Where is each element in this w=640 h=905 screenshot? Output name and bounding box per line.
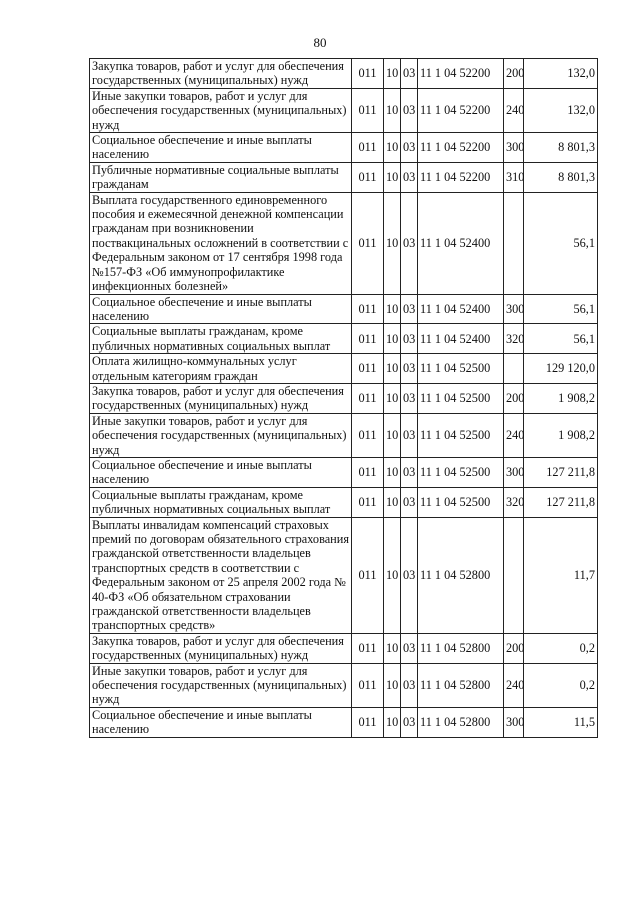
row-expense-type: 300 <box>504 707 524 737</box>
row-amount: 56,1 <box>524 192 598 294</box>
table-row <box>90 294 598 324</box>
budget-table-body <box>90 59 598 738</box>
row-amount: 132,0 <box>524 59 598 89</box>
table-row <box>90 707 598 737</box>
row-amount: 8 801,3 <box>524 162 598 192</box>
table-row <box>90 383 598 413</box>
row-grbs-code: 011 <box>352 192 384 294</box>
row-name: Иные закупки товаров, работ и услуг для обеспечения государственных (муниципальных) нужд <box>90 663 352 707</box>
row-grbs-code: 011 <box>352 294 384 324</box>
row-expense-type: 320 <box>504 487 524 517</box>
row-grbs-code: 011 <box>352 88 384 132</box>
row-target-article: 11 1 04 52400 <box>418 192 504 294</box>
table-row <box>90 354 598 384</box>
row-section-code: 10 <box>384 663 401 707</box>
row-section-code: 10 <box>384 633 401 663</box>
table-row <box>90 133 598 163</box>
row-grbs-code: 011 <box>352 413 384 457</box>
row-expense-type: 300 <box>504 457 524 487</box>
row-subsection-code: 03 <box>401 294 418 324</box>
row-subsection-code: 03 <box>401 517 418 633</box>
row-target-article: 11 1 04 52200 <box>418 88 504 132</box>
row-subsection-code: 03 <box>401 354 418 384</box>
table-row <box>90 487 598 517</box>
row-subsection-code: 03 <box>401 162 418 192</box>
row-expense-type <box>504 192 524 294</box>
row-amount: 1 908,2 <box>524 383 598 413</box>
row-subsection-code: 03 <box>401 663 418 707</box>
row-expense-type: 320 <box>504 324 524 354</box>
row-target-article: 11 1 04 52200 <box>418 133 504 163</box>
table-row <box>90 162 598 192</box>
row-expense-type <box>504 354 524 384</box>
row-expense-type <box>504 517 524 633</box>
table-row <box>90 457 598 487</box>
row-expense-type: 200 <box>504 383 524 413</box>
row-name: Социальное обеспечение и иные выплаты населению <box>90 707 352 737</box>
row-name: Закупка товаров, работ и услуг для обеспечения государственных (муниципальных) нужд <box>90 59 352 89</box>
row-grbs-code: 011 <box>352 457 384 487</box>
row-grbs-code: 011 <box>352 517 384 633</box>
row-name: Оплата жилищно-коммунальных услуг отдельным категориям граждан <box>90 354 352 384</box>
row-section-code: 10 <box>384 413 401 457</box>
row-section-code: 10 <box>384 59 401 89</box>
row-amount: 1 908,2 <box>524 413 598 457</box>
row-amount: 129 120,0 <box>524 354 598 384</box>
table-row <box>90 192 598 294</box>
row-amount: 132,0 <box>524 88 598 132</box>
row-target-article: 11 1 04 52200 <box>418 162 504 192</box>
row-section-code: 10 <box>384 162 401 192</box>
table-row <box>90 59 598 89</box>
row-subsection-code: 03 <box>401 413 418 457</box>
row-grbs-code: 011 <box>352 59 384 89</box>
row-name: Иные закупки товаров, работ и услуг для обеспечения государственных (муниципальных) нужд <box>90 88 352 132</box>
row-expense-type: 300 <box>504 133 524 163</box>
row-subsection-code: 03 <box>401 133 418 163</box>
row-amount: 0,2 <box>524 663 598 707</box>
row-name: Выплаты инвалидам компенсаций страховых премий по договорам обязательного страхования гражданской ответственности владельцев транспортных средств в соответствии с Федеральным законом от 25 апреля 2002 года № 40-ФЗ «Об обязательном страховании гражданской ответственности владельцев транспортных средств» <box>90 517 352 633</box>
row-section-code: 10 <box>384 294 401 324</box>
row-subsection-code: 03 <box>401 487 418 517</box>
row-expense-type: 200 <box>504 59 524 89</box>
row-name: Публичные нормативные социальные выплаты гражданам <box>90 162 352 192</box>
row-expense-type: 240 <box>504 88 524 132</box>
row-name: Социальное обеспечение и иные выплаты населению <box>90 294 352 324</box>
row-expense-type: 200 <box>504 633 524 663</box>
row-grbs-code: 011 <box>352 663 384 707</box>
row-amount: 56,1 <box>524 324 598 354</box>
row-target-article: 11 1 04 52500 <box>418 354 504 384</box>
row-expense-type: 240 <box>504 663 524 707</box>
row-subsection-code: 03 <box>401 633 418 663</box>
row-target-article: 11 1 04 52800 <box>418 707 504 737</box>
row-subsection-code: 03 <box>401 707 418 737</box>
row-name: Социальные выплаты гражданам, кроме публичных нормативных социальных выплат <box>90 487 352 517</box>
row-name: Закупка товаров, работ и услуг для обеспечения государственных (муниципальных) нужд <box>90 383 352 413</box>
row-target-article: 11 1 04 52800 <box>418 663 504 707</box>
row-subsection-code: 03 <box>401 383 418 413</box>
row-name: Социальное обеспечение и иные выплаты населению <box>90 457 352 487</box>
row-grbs-code: 011 <box>352 324 384 354</box>
row-subsection-code: 03 <box>401 192 418 294</box>
row-grbs-code: 011 <box>352 633 384 663</box>
row-amount: 8 801,3 <box>524 133 598 163</box>
row-grbs-code: 011 <box>352 707 384 737</box>
row-target-article: 11 1 04 52400 <box>418 324 504 354</box>
table-row <box>90 517 598 633</box>
row-section-code: 10 <box>384 517 401 633</box>
row-section-code: 10 <box>384 88 401 132</box>
row-section-code: 10 <box>384 354 401 384</box>
row-amount: 56,1 <box>524 294 598 324</box>
row-grbs-code: 011 <box>352 133 384 163</box>
row-name: Социальные выплаты гражданам, кроме публичных нормативных социальных выплат <box>90 324 352 354</box>
page-number: 80 <box>313 35 327 50</box>
row-target-article: 11 1 04 52800 <box>418 633 504 663</box>
row-grbs-code: 011 <box>352 383 384 413</box>
row-target-article: 11 1 04 52500 <box>418 383 504 413</box>
row-section-code: 10 <box>384 383 401 413</box>
row-grbs-code: 011 <box>352 162 384 192</box>
row-target-article: 11 1 04 52500 <box>418 457 504 487</box>
row-amount: 0,2 <box>524 633 598 663</box>
row-amount: 11,5 <box>524 707 598 737</box>
table-row <box>90 324 598 354</box>
row-section-code: 10 <box>384 192 401 294</box>
row-section-code: 10 <box>384 707 401 737</box>
budget-table <box>89 58 598 738</box>
table-row <box>90 663 598 707</box>
row-name: Закупка товаров, работ и услуг для обеспечения государственных (муниципальных) нужд <box>90 633 352 663</box>
row-expense-type: 310 <box>504 162 524 192</box>
row-target-article: 11 1 04 52800 <box>418 517 504 633</box>
row-subsection-code: 03 <box>401 324 418 354</box>
row-target-article: 11 1 04 52200 <box>418 59 504 89</box>
row-expense-type: 240 <box>504 413 524 457</box>
row-target-article: 11 1 04 52400 <box>418 294 504 324</box>
row-section-code: 10 <box>384 133 401 163</box>
row-amount: 127 211,8 <box>524 487 598 517</box>
row-amount: 127 211,8 <box>524 457 598 487</box>
table-row <box>90 633 598 663</box>
row-section-code: 10 <box>384 457 401 487</box>
row-section-code: 10 <box>384 324 401 354</box>
row-subsection-code: 03 <box>401 59 418 89</box>
row-subsection-code: 03 <box>401 457 418 487</box>
row-section-code: 10 <box>384 487 401 517</box>
row-subsection-code: 03 <box>401 88 418 132</box>
table-row <box>90 413 598 457</box>
row-grbs-code: 011 <box>352 487 384 517</box>
table-row <box>90 88 598 132</box>
row-name: Выплата государственного единовременного пособия и ежемесячной денежной компенсации гражданам при возникновении поствакцинальных осложнений в соответствии с Федеральным законом от 17 сентября 1998 года №157-ФЗ «Об иммунопрофилактике инфекционных болезней» <box>90 192 352 294</box>
row-amount: 11,7 <box>524 517 598 633</box>
row-expense-type: 300 <box>504 294 524 324</box>
row-grbs-code: 011 <box>352 354 384 384</box>
row-name: Социальное обеспечение и иные выплаты населению <box>90 133 352 163</box>
row-target-article: 11 1 04 52500 <box>418 487 504 517</box>
row-target-article: 11 1 04 52500 <box>418 413 504 457</box>
row-name: Иные закупки товаров, работ и услуг для обеспечения государственных (муниципальных) нужд <box>90 413 352 457</box>
